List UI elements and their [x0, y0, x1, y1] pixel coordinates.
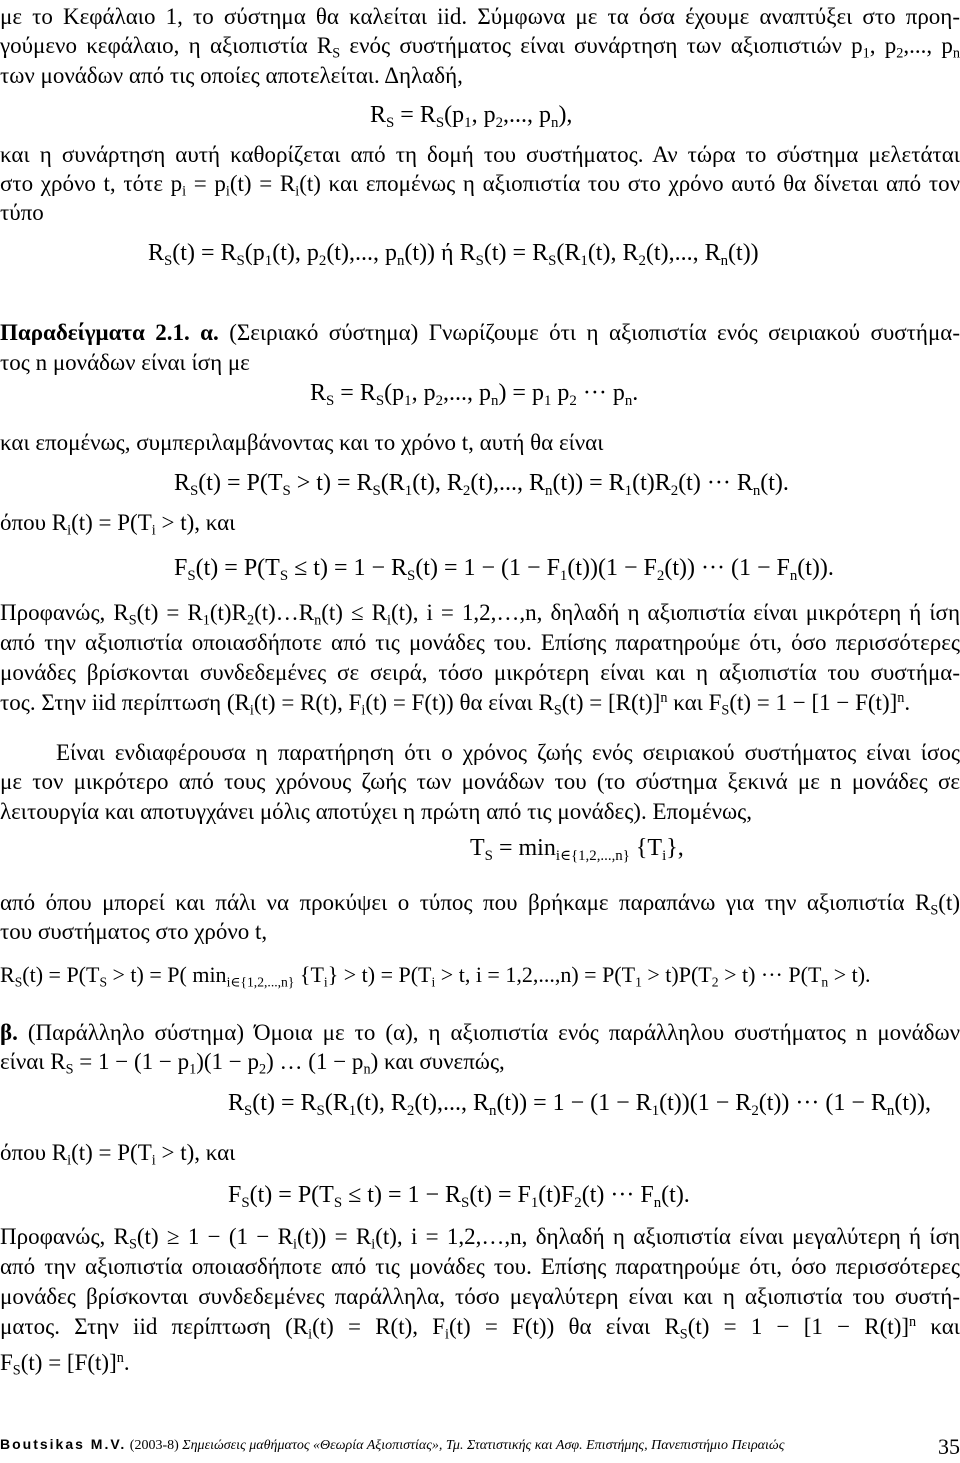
text-line: γούμενο κεφάλαιο, η αξιοπιστία $R_S$ ενός συστήματος είναι συνάρτηση των αξιοπιστιών $p_1$, $p_2$,..., $p_n$ [0, 33, 960, 62]
page-number: 35 [938, 1434, 960, 1459]
text-line: στο χρόνο t, τότε $p_i = p_i(t) = R_i(t)$ και επομένως η αξιοπιστία του στο χρόνο αυτό θα δίνεται από τον [0, 171, 960, 200]
equation: $R_S(t) = P(T_S > t) = R_S(R_1(t)$, $R_2(t)$,..., $R_n(t)) = R_1(t)R_2(t)$ ··· $R_n(t)$. [174, 470, 789, 499]
text-line: από την αξιοπιστία οποιασδήποτε από τις μονάδες του. Επίσης παρατηρούμε ότι, όσο περισσότερες [0, 1254, 960, 1279]
text-line: Προφανώς, $R_S(t)$ = $R_1(t)R_2(t)\dots R_n(t) \le R_i(t)$, i = 1,2,…,n, δηλαδή η αξιοπιστία είναι μικρότερη ή ίση [0, 600, 960, 629]
equation: $F_S(t) = P(T_S \le t) = 1 - R_S(t) = F_1(t)F_2(t)$ ··· $F_n(t)$. [228, 1182, 690, 1211]
example-heading: β. [0, 1020, 18, 1045]
text-line: τύπο [0, 200, 44, 225]
text-line: Είναι ενδιαφέρουσα η παρατήρηση ότι ο χρόνος ζωής ενός σειριακού συστήματος είναι ίσος [56, 740, 960, 765]
equation: $R_S(t) = P(T_S > t) = P$( $\min_{i\in\{1,2,...,n\}} \{T_i\} > t) = P(T_i > t$, $i = 1,2,...,n) = P(T_1 > t)P(T_2 > t)$ ··· $P(T_n > t)$. [0, 962, 871, 990]
equation: $R_S = R_S(p_1$, $p_2$,..., $p_n$), [370, 102, 573, 131]
equation: $R_S(t) = R_S(R_1(t)$, $R_2(t)$,..., $R_n(t)) = 1 - (1 - R_1(t))(1 - R_2(t))$ ··· $(1 - R_n(t))$, [228, 1090, 931, 1119]
equation: $R_S = R_S(p_1$, $p_2$,..., $p_n) = p_1$ $p_2$ ··· $p_n$. [310, 380, 639, 409]
text-line: Παραδείγματα 2.1. α. (Σειριακό σύστημα) Γνωρίζουμε ότι η αξιοπιστία ενός σειριακού συστήμα- [0, 320, 960, 345]
text-line: λειτουργία και αποτυγχάνει μόλις αποτύχει η πρώτη από τις μονάδες). Επομένως, [0, 799, 753, 824]
footer-years: (2003-8) [129, 1438, 179, 1453]
text-line: τος. Στην iid περίπτωση ($R_i(t) = R(t)$, $F_i(t) = F(t)$) θα είναι $R_S(t) = [R(t)]^n$ και $F_S(t) = 1 - [1 - F(t)]^n$. [0, 690, 911, 719]
text-line: όπου $R_i(t) = P(T_i > t)$, και [0, 1140, 236, 1169]
text-line: μονάδες βρίσκονται συνδεδεμένες σε σειρά, τόσο μικρότερη είναι και η αξιοπιστία του συστήμα- [0, 660, 960, 685]
text-line: από όπου μπορεί και πάλι να προκύψει ο τύπος που βρήκαμε παραπάνω για την αξιοπιστία $R_S(t)$ [0, 890, 960, 919]
text-line: όπου $R_i(t) = P(T_i > t)$, και [0, 510, 236, 539]
equation: $T_S = \min_{i\in\{1,2,...,n\}} \{T_i\}$, [470, 835, 684, 864]
equation: $R_S(t) = R_S(p_1(t)$, $p_2(t)$,..., $p_n(t)$) ή $R_S(t) = R_S(R_1(t)$, $R_2(t)$,..., $R_n(t)$) [148, 240, 759, 269]
text-line: με τον μικρότερο από τους χρόνους ζωής των μονάδων του (το σύστημα ξεκινά με n μονάδες σε [0, 769, 960, 794]
text-line: και η συνάρτηση αυτή καθορίζεται από τη δομή του συστήματος. Αν τώρα το σύστημα μελετάται [0, 142, 960, 167]
text-line: β. (Παράλληλο σύστημα) Όμοια με το (α), η αξιοπιστία ενός παράλληλου συστήματος n μονάδων [0, 1020, 960, 1045]
text-line: με το Κεφάλαιο 1, το σύστημα θα καλείται iid. Σύμφωνα με τα όσα έχουμε αναπτύξει στο προη- [0, 4, 960, 29]
example-heading: Παραδείγματα 2.1. α. [0, 320, 219, 345]
text-line: και επομένως, συμπεριλαμβάνοντας και το χρόνο t, αυτή θα είναι [0, 430, 604, 455]
text-line: Προφανώς, $R_S(t) \ge 1 - (1 - R_i(t)) = R_i(t)$, i = 1,2,…,n, δηλαδή η αξιοπιστία είναι μεγαλύτερη ή ίση [0, 1224, 960, 1253]
text-line: μονάδες βρίσκονται συνδεδεμένες παράλληλα, τόσο μεγαλύτερη είναι και η αξιοπιστία του συστή- [0, 1284, 960, 1309]
footer-notes: Σημειώσεις μαθήματος «Θεωρία Αξιοπιστίας», Τμ. Στατιστικής και Ασφ. Επιστήμης, Πανεπιστήμιο Πειραιώς [182, 1438, 785, 1453]
text-line: του συστήματος στο χρόνο t, [0, 919, 268, 944]
equation: $F_S(t) = P(T_S \le t) = 1 - R_S(t) = 1 - (1 - F_1(t))(1 - F_2(t))$ ··· $(1 - F_n(t))$. [174, 555, 834, 584]
text-line: είναι $R_S = 1 - (1 - p_1)(1 - p_2)$ … $(1 - p_n)$ και συνεπώς, [0, 1049, 505, 1078]
text-line: των μονάδων από τις οποίες αποτελείται. Δηλαδή, [0, 63, 463, 88]
text-line: $F_S(t) = [F(t)]^n$. [0, 1350, 130, 1379]
text-line: τος n μονάδων είναι ίση με [0, 350, 250, 375]
footer-author: Boutsikas M.V. [0, 1436, 127, 1452]
text-line: από την αξιοπιστία οποιασδήποτε από τις μονάδες του. Επίσης παρατηρούμε ότι, όσο περισσότερες [0, 630, 960, 655]
page-footer [0, 1436, 960, 1463]
text-line: ματος. Στην iid περίπτωση ($R_i(t) = R(t)$, $F_i(t) = F(t)$) θα είναι $R_S(t) = 1 - [1 - R(t)]^n$ και [0, 1314, 960, 1343]
